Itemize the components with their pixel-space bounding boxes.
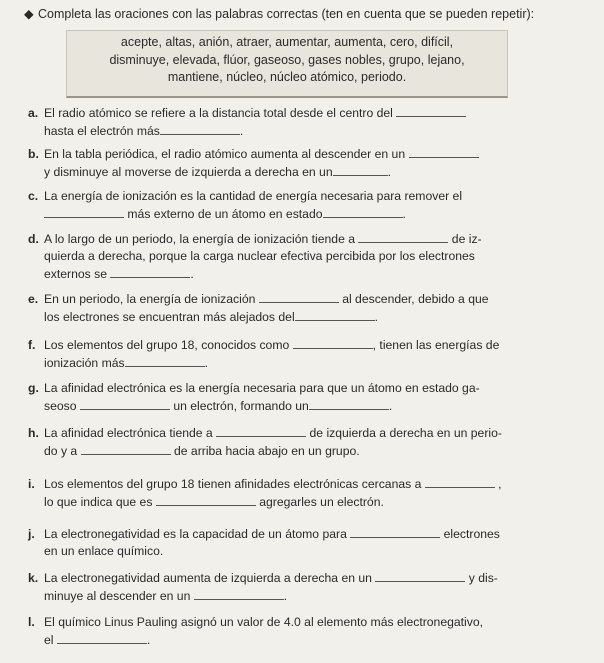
item-text: , tienen las energías de [372, 338, 500, 352]
answer-blank[interactable] [80, 397, 170, 410]
item-label: h. [28, 426, 39, 440]
answer-blank[interactable] [396, 104, 466, 117]
answer-blank[interactable] [44, 205, 124, 218]
answer-blank[interactable] [323, 205, 403, 218]
item-text: lo que indica que es [44, 495, 153, 509]
item-text: electrones [443, 527, 500, 541]
answer-blank[interactable] [309, 397, 389, 410]
item-text: En un periodo, la energía de ionización [44, 292, 256, 306]
item-text: La electronegatividad aumenta de izquierda a derecha en un [44, 571, 372, 585]
answer-blank[interactable] [160, 122, 240, 135]
item-text: . [387, 165, 391, 179]
answer-blank[interactable] [81, 442, 171, 455]
item-i [28, 475, 582, 511]
answer-blank[interactable] [57, 631, 147, 644]
item-text: El radio atómico se refiere a la distancia total desde el centro del [44, 106, 393, 120]
item-text: . [239, 124, 244, 138]
word-bank-line: acepte, altas, anión, atraer, aumentar, aumenta, cero, difícil, [120, 35, 454, 49]
item-text: , [498, 477, 502, 491]
item-h [28, 424, 582, 460]
item-text: En la tabla periódica, el radio atómico aumenta al descender en un [44, 147, 406, 161]
item-e [28, 290, 582, 326]
answer-blank[interactable] [295, 308, 375, 321]
item-text: y dis- [468, 571, 498, 585]
instruction-text: Completa las oraciones con las palabras correctas (ten en cuenta que se pueden repetir): [38, 7, 535, 21]
word-bank [66, 30, 508, 98]
answer-blank[interactable] [358, 230, 448, 243]
item-text: . [283, 589, 288, 603]
item-a [28, 104, 582, 140]
answer-blank[interactable] [333, 163, 388, 176]
item-text: al descender, debido a que [342, 292, 489, 306]
item-label: g. [28, 381, 39, 395]
item-label: i. [28, 477, 35, 491]
word-bank-line: disminuye, elevada, flúor, gaseoso, gases nobles, grupo, lejano, [109, 52, 465, 67]
item-text: un electrón, formando un [173, 399, 309, 413]
item-d [28, 230, 582, 283]
item-text: ionización más [44, 356, 125, 370]
item-label: l. [28, 615, 35, 629]
answer-blank[interactable] [409, 145, 479, 158]
item-label: e. [28, 292, 39, 306]
item-label: k. [28, 571, 39, 585]
item-text: de izquierda a derecha en un perio- [309, 426, 502, 440]
item-text: . [146, 633, 151, 647]
item-k [28, 569, 582, 605]
item-label: j. [28, 527, 35, 541]
item-text: y disminuye al moverse de izquierda a derecha en un [44, 165, 333, 179]
item-text: el [44, 633, 54, 647]
item-text: hasta el electrón más [44, 124, 160, 138]
answer-blank[interactable] [350, 525, 440, 538]
bullet-icon: ◆ [24, 7, 34, 21]
item-label: c. [28, 189, 39, 203]
item-text: de arriba hacia abajo en un grupo. [173, 444, 360, 458]
item-text: do y a [44, 444, 78, 458]
answer-blank[interactable] [375, 569, 465, 582]
item-c [28, 188, 582, 223]
answer-blank[interactable] [259, 290, 339, 303]
item-label: a. [28, 106, 39, 120]
item-label: f. [28, 338, 36, 352]
answer-blank[interactable] [293, 336, 373, 349]
item-b [28, 145, 582, 181]
answer-blank[interactable] [216, 424, 306, 437]
answer-blank[interactable] [194, 587, 284, 600]
item-text: La afinidad electrónica es la energía necesaria para que un átomo en estado ga- [44, 381, 480, 395]
answer-blank[interactable] [110, 265, 190, 278]
item-text: La afinidad electrónica tiende a [44, 426, 213, 440]
instruction [24, 6, 600, 23]
answer-blank[interactable] [125, 354, 205, 367]
item-text: seoso [44, 399, 77, 413]
item-text: La energía de ionización es la cantidad de energía necesaria para remover el [44, 189, 463, 203]
item-text: La electronegatividad es la capacidad de un átomo para [44, 527, 347, 541]
item-g [28, 380, 582, 415]
item-text: agregarles un electrón. [259, 495, 384, 509]
item-text: más externo de un átomo en estado [127, 207, 323, 221]
item-text: en un enlace químico. [44, 544, 164, 558]
item-f [28, 336, 582, 372]
item-text: de iz- [451, 232, 482, 246]
item-text: . [374, 310, 379, 324]
word-bank-line: mantiene, núcleo, núcleo atómico, periodo. [167, 70, 407, 84]
item-text: . [402, 207, 406, 221]
answer-blank[interactable] [156, 493, 256, 506]
item-label: b. [28, 147, 39, 161]
item-text: externos se [44, 267, 108, 281]
item-text: minuye al descender en un [44, 589, 191, 603]
item-text: A lo largo de un periodo, la energía de ionización tiende a [44, 232, 356, 246]
answer-blank[interactable] [425, 475, 495, 488]
item-text: Los elementos del grupo 18 tienen afinidades electrónicas cercanas a [44, 477, 422, 491]
item-l [28, 614, 582, 649]
item-text: Los elementos del grupo 18, conocidos como [44, 338, 290, 352]
item-text: los electrones se encuentran más alejados del [44, 310, 295, 324]
item-text: El químico Linus Pauling asignó un valor de 4.0 al elemento más electronegativo, [44, 615, 484, 629]
item-text: . [388, 399, 393, 413]
item-j [28, 525, 582, 560]
item-label: d. [28, 232, 39, 246]
item-text: quierda a derecha, porque la carga nuclear efectiva percibida por los electrones [44, 249, 475, 263]
item-text: . [204, 356, 209, 370]
item-text: . [190, 267, 194, 281]
